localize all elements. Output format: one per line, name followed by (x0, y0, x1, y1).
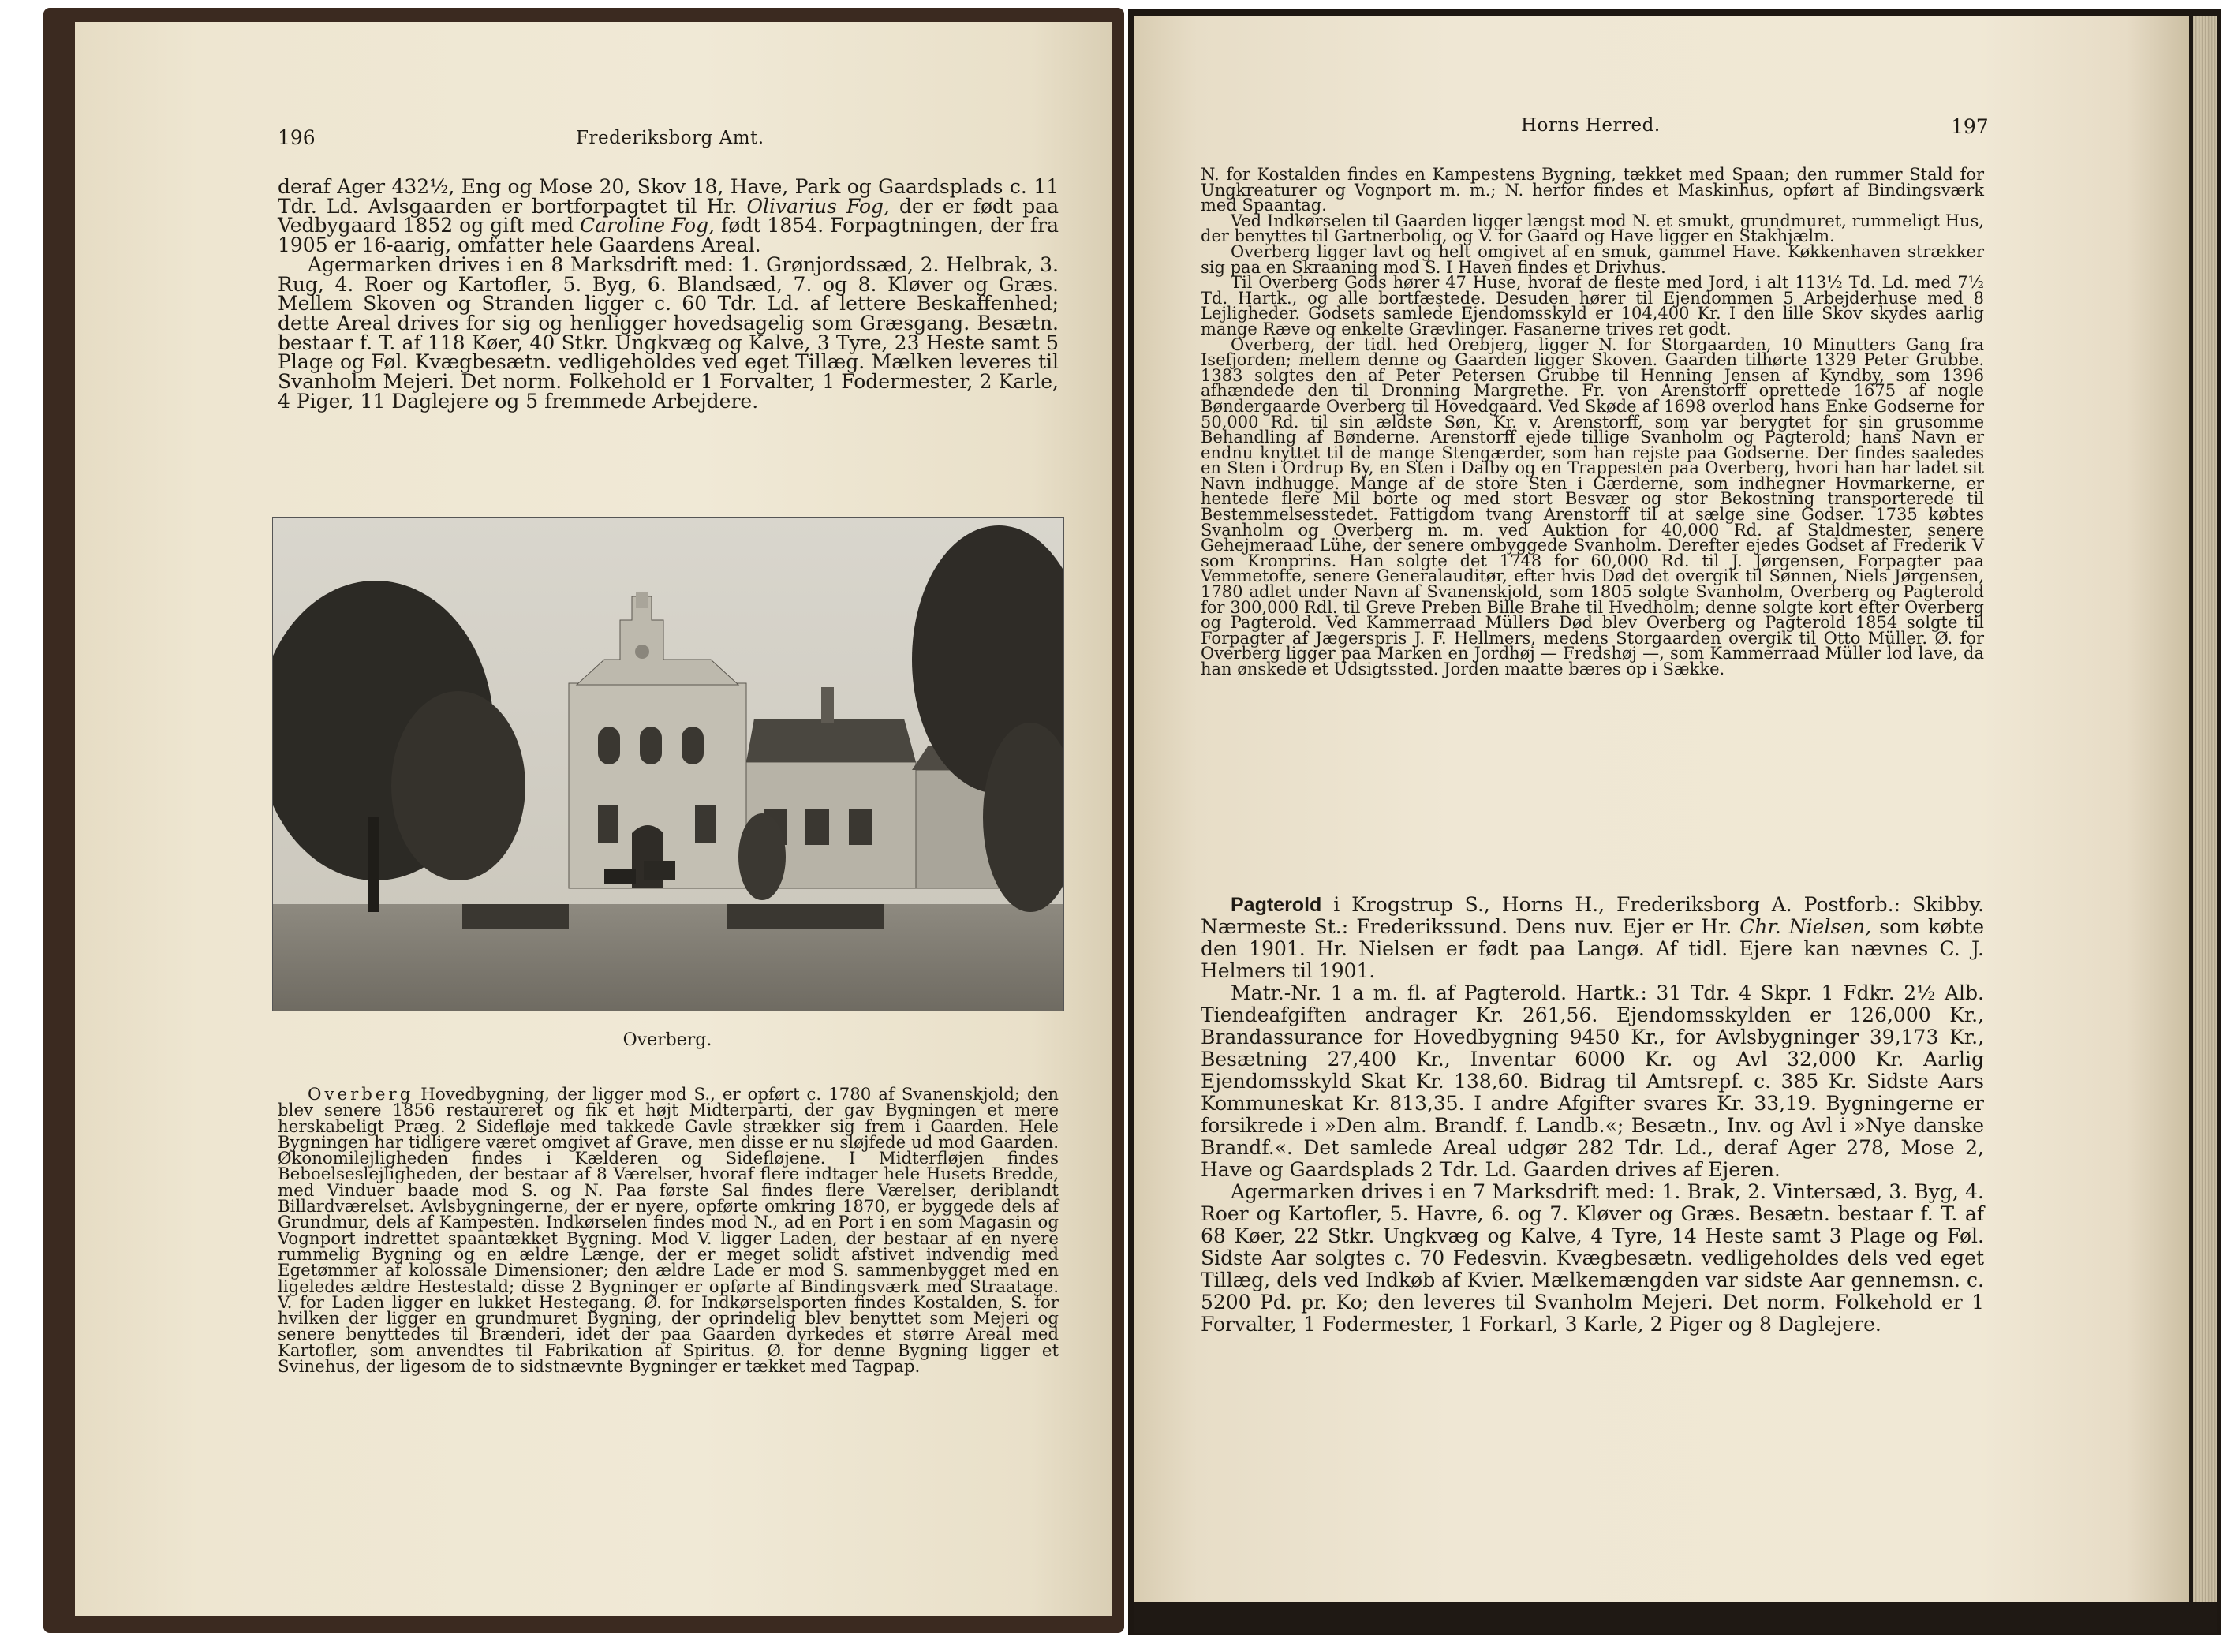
spouse-name: Caroline Fog, (580, 214, 716, 237)
photo-caption: Overberg. (622, 1030, 712, 1050)
text-run: der er født paa Vedbygaard 1852 og gift med (278, 194, 1059, 237)
overberg-photograph (272, 517, 1064, 1011)
paragraph: Overberg ligger lavt og helt omgivet af en smuk, gammel Have. Køkkenhaven strækker sig paa en Skraaning mod S. I Haven findes et Drivhus. (1201, 241, 1984, 277)
left-top-text (278, 175, 1059, 413)
left-page-number: 196 (278, 126, 316, 149)
paragraph: Matr.-Nr. 1 a m. fl. af Pagterold. Hartk.: 31 Tdr. 4 Skpr. 1 Fdkr. 2½ Alb. Tiendeafgiften andrager Kr. 261,56. Ejendomsskylden er 126,000 Kr., Brandassurance for Hovedbygning 9450 Kr., for Avlsbygninger 39,173 Kr., Besætning 27,400 Kr., Inventar 6000 Kr. og Avl 32,000 Kr. Aarlig Ejendomsskyld Skat Kr. 138,60. Bidrag til Amtsrepf. c. 385 Kr. Sidste Aars Kommuneskat Kr. 813,35. I andre Afgifter svares Kr. 33,19. Bygningerne er forsikrede i »Den alm. Brandf. f. Landb.«; Besætn., Inv. og Avl i »Nye danske Brandf.«. Det samlede Areal udgør 282 Tdr. Ld., deraf Ager 278, Mose 2, Have og Gaardsplads 2 Tdr. Ld. Gaarden drives af Ejeren. (1201, 981, 1984, 1181)
paragraph: Ved Indkørselen til Gaarden ligger længst mod N. et smukt, grundmuret, rummeligt Hus, der benyttes til Gartnerbolig, og V. for Gaard og Have ligger en Stakhjælm. (1201, 211, 1984, 246)
text-run: i Krogstrup S., Horns H., Frederiksborg A. Postforb.: Skibby. Nærmeste St.: Frederikssund. Dens nuv. Ejer er Hr. (1201, 893, 1984, 938)
left-bottom-text (278, 1087, 1059, 1375)
left-running-header: Frederiksborg Amt. (576, 128, 764, 148)
lead-word: Overberg (308, 1085, 414, 1104)
pagterold-entry (1201, 894, 1984, 1336)
text-run: født 1854. Forpagtningen, der fra 1905 er 16-aarig, omfatter hele Gaardens Areal. (278, 214, 1059, 257)
right-page-edges (2193, 16, 2217, 1602)
paragraph: N. for Kostalden findes en Kampestens Bygning, tækket med Spaan; den rummer Stald for Ungkreaturer og Vognport m. m.; N. herfor findes et Maskinhus, opført af Bindingsværk med Spaantag. (1201, 165, 1984, 215)
paragraph: Agermarken drives i en 7 Marksdrift med: 1. Brak, 2. Vintersæd, 3. Byg, 4. Roer og Kartofler, 5. Havre, 6. og 7. Kløver og Græs. Besætn. bestaar f. T. af 68 Køer, 22 Stkr. Ungkvæg og Kalve, 4 Tyre, 14 Heste samt 3 Plage og Føl. Sidste Aar solgtes c. 70 Fedesvin. Kvægbesætn. vedligeholdes dels ved eget Tillæg, dels ved Indkøb af Kvier. Mælkemængden var sidste Aar gennemsn. c. 5200 Pd. pr. Ko; den leveres til Svanholm Mejeri. Det norm. Folkehold er 1 Forvalter, 1 Fodermester, 1 Forkarl, 3 Karle, 2 Piger og 8 Daglejere. (1201, 1180, 1984, 1336)
entry-title: Pagterold (1231, 894, 1322, 916)
text-run: som købte den 1901. Hr. Nielsen er født paa Langø. Af tidl. Ejere kan nævnes C. J. Helmers til 1901. (1201, 915, 1985, 982)
right-page-number: 197 (1951, 115, 1989, 138)
text-run: deraf Ager 432½, Eng og Mose 20, Skov 18, Have, Park og Gaardsplads c. 11 Tdr. Ld. Avlsgaarden er bortforpagtet til Hr. (278, 175, 1059, 218)
owner-name: Olivarius Fog, (746, 194, 890, 218)
owner-name: Chr. Nielsen, (1739, 915, 1872, 938)
paragraph (1201, 894, 1984, 982)
manor-house-illustration (273, 518, 1063, 1011)
right-running-header: Horns Herred. (1521, 115, 1661, 136)
paragraph: Til Overberg Gods hører 47 Huse, hvoraf de fleste med Jord, i alt 113½ Td. Ld. med 7½ Td. Hartk., og alle bortfæstede. Desuden hører til Ejendommen 5 Arbejderhuse med 8 Lejligheder. Godsets samlede Ejendomsskyld er 104,400 Kr. I den lille Skov skydes aarlig mange Ræve og enkelte Grævlinger. Fasanerne trives ret godt. (1201, 273, 1984, 338)
paragraph: Agermarken drives i en 8 Marksdrift med: 1. Grønjordssæd, 2. Helbrak, 3. Rug, 4. Roer og Kartofler, 5. Byg, 6. Blandsæd, 7. og 8. Kløver og Græs. Mellem Skoven og Stranden ligger c. 60 Tdr. Ld. af lettere Beskaffenhed; dette Areal drives for sig og henligger hovedsagelig som Græsgang. Besætn. bestaar f. T. af 118 Køer, 40 Stkr. Ungkvæg og Kalve, 3 Tyre, 23 Heste samt 5 Plage og Føl. Kvægbesætn. vedligeholdes ved eget Tillæg. Mælken leveres til Svanholm Mejeri. Det norm. Folkehold er 1 Forvalter, 1 Fodermester, 2 Karle, 4 Piger, 11 Daglejere og 5 fremmede Arbejdere. (278, 252, 1059, 413)
right-book-bottom-edge (1134, 1602, 2217, 1633)
paragraph (278, 1087, 1059, 1375)
paragraph (278, 175, 1059, 257)
right-top-text (1201, 167, 1984, 678)
text-run: Hovedbygning, der ligger mod S., er opført c. 1780 af Svanenskjold; den blev senere 1856 restaureret og fik et højt Midterparti, der gav Bygningen et mere herskabeligt Præg. 2 Sidefløje med takkede Gavle strækker sig frem i Gaarden. Hele Bygningen har tidligere været omgivet af Grave, men disse er nu sløjfede ud mod Gaarden. Økonomilejligheden findes i Kælderen og Sidefløjene. I Midterfløjen findes Beboelseslejligheden, der bestaar af 8 Værelser, hvoraf flere indtager hele Husets Bredde, med Vinduer baade mod S. og N. Paa første Sal findes flere Værelser, deriblandt Billardværelset. Avlsbygningerne, der er nyere, opførte omkring 1870, er byggede dels af Grundmur, dels af Kampesten. Indkørselen findes mod N., ad en Port i en som Magasin og Vognport indrettet spaantækket Bygning. Mod V. ligger Laden, der bestaar af en nyere rummelig Bygning og en ældre Længe, der er meget solidt afstivet indvendig med Egetømmer af kolossale Dimensioner; den ældre Lade er mod S. sammenbygget med en ligeledes ældre Hestestald; disse 2 Bygninger er opførte af Bindingsværk med Straatage. V. for Laden ligger en lukket Hestegang. Ø. for Indkørselsporten findes Kostalden, S. for hvilken der ligger en grundmuret Bygning, der oprindelig blev benyttet som Mejeri og senere benyttedes til Brænderi, idet der paa Gaarden dyrkedes et større Areal med Kartofler, som anvendtes til Fabrikation af Spiritus. Ø. for denne Bygning ligger et Svinehus, der ligesom de to sidstnævnte Bygninger er tækket med Tagpap. (278, 1085, 1059, 1377)
paragraph: Overberg, der tidl. hed Orebjerg, ligger N. for Storgaarden, 10 Minutters Gang fra Isefjorden; mellem denne og Gaarden ligger Skoven. Gaarden tilhørte 1329 Peter Grubbe. 1383 solgtes den af Peter Petersen Grubbe til Henning Jensen af Kyndby, som 1396 afhændede den til Dronning Margrethe. Fr. von Arenstorff oprettede 1675 af nogle Bøndergaarde Overberg til Hovedgaard. Ved Skøde af 1698 overlod hans Enke Godserne for 50,000 Rd. til sin ældste Søn, Kr. v. Arenstorff, som var berygtet for sin grusomme Behandling af Bønderne. Arenstorff ejede tillige Svanholm og Pagterold; hans Navn er endnu knyttet til de mange Stengærder, som han rejste paa Godserne. Der findes saaledes en Sten i Ordrup By, en Sten i Dalby og en Trappesten paa Overberg, hvori han har ladet sit Navn indhugge. Mange af de store Sten i Gærderne, som indhegner Hovmarkerne, er hentede flere Mil borte og med stort Besvær og stor Bekostning transporterede til Bestemmelsesstedet. Fattigdom tvang Arenstorff til at sælge sine Godser. 1735 købtes Svanholm og Overberg m. m. ved Auktion for 40,000 Rd. af Staldmester, senere Gehejmeraad Lühe, der senere ombyggede Svanholm. Derefter ejedes Godset af Frederik V som Kronprins. Han solgte det 1748 for 60,000 Rd. til J. Jørgensen, Forpagter paa Vemmetofte, senere Generalauditør, efter hvis Død det overgik til Sønnen, Niels Jørgensen, 1780 adlet under Navn af Svanenskjold, som 1805 solgte Svanholm, Overberg og Pagterold for 300,000 Rdl. til Greve Preben Bille Brahe til Hvedholm; denne solgte kort efter Overberg og Pagterold. Ved Kammerraad Müllers Død blev Overberg og Pagterold 1854 solgte til Forpagter af Jægerspris J. F. Hellmers, medens Storgaarden overgik til Otto Müller. Ø. for Overberg ligger paa Marken en Jordhøj — Fredshøj —, som Kammerraad Müller lod lave, da han ønskede et Udsigtssted. Jorden maatte bæres op i Sække. (1201, 335, 1984, 678)
